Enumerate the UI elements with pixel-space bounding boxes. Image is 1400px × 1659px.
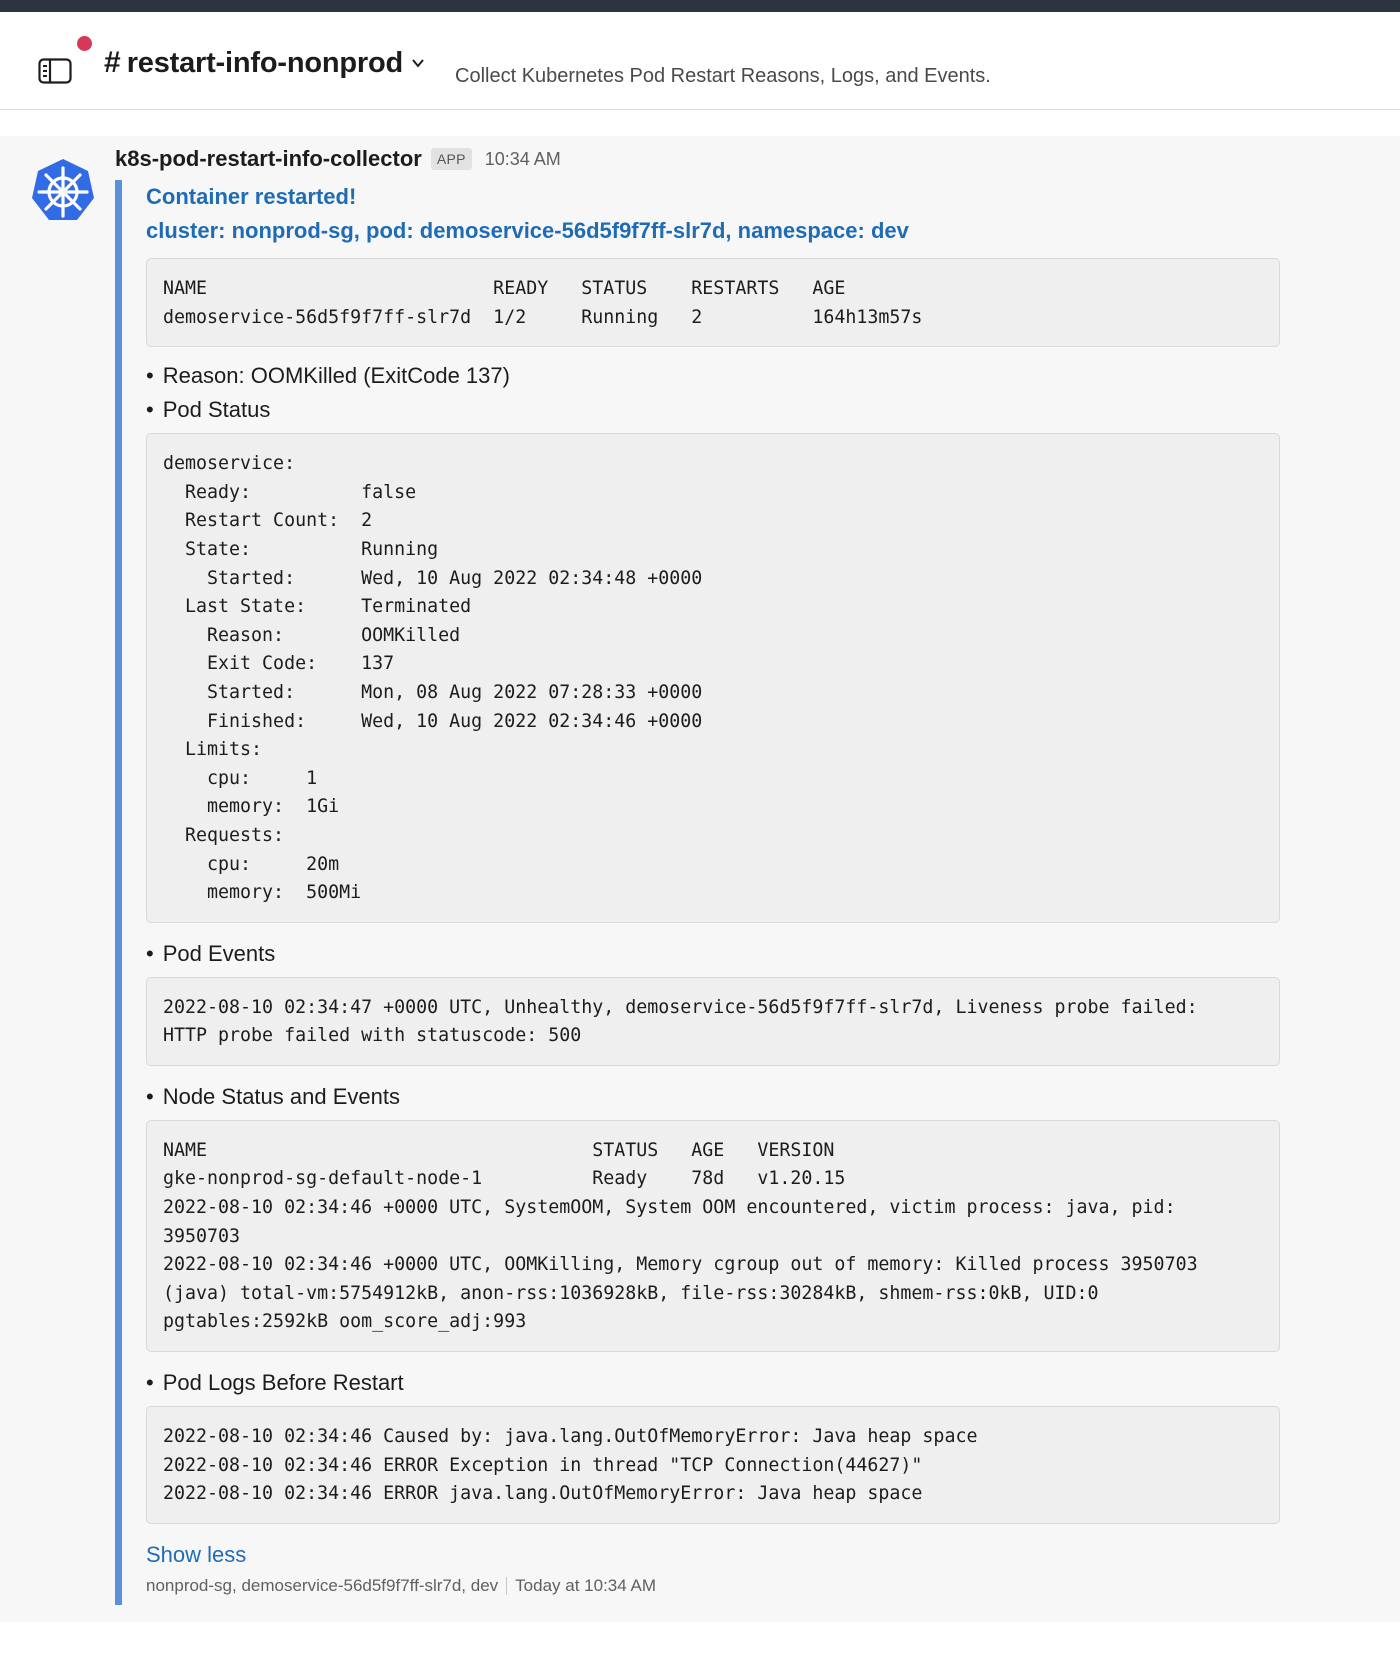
reason-bullet: • Reason: OOMKilled (ExitCode 137)	[146, 359, 1285, 393]
app-badge: APP	[431, 148, 472, 170]
pod-logs-code-block: 2022-08-10 02:34:46 Caused by: java.lang.OutOfMemoryError: Java heap space 2022-08-10 02:34:46 ERROR Exception in thread "TCP Connection(44627)" 2022-08-10 02:34:46 ERROR java.lang.OutOfMemoryError: Java heap space	[146, 1406, 1280, 1524]
sidebar-toggle-icon[interactable]	[38, 58, 72, 84]
footer-divider	[506, 1577, 507, 1595]
kubernetes-helm-icon[interactable]	[28, 156, 98, 226]
attachment-title[interactable]: Container restarted!	[146, 184, 357, 209]
message	[0, 136, 1400, 1622]
pod-logs-heading: • Pod Logs Before Restart	[146, 1366, 1285, 1400]
pod-events-heading: • Pod Events	[146, 937, 1285, 971]
sender-name[interactable]: k8s-pod-restart-info-collector	[115, 146, 422, 171]
message-header	[115, 146, 561, 172]
message-timestamp[interactable]: 10:34 AM	[484, 148, 561, 169]
pod-status-heading: • Pod Status	[146, 393, 1285, 427]
window-top-bar	[0, 0, 1400, 12]
node-status-code-block: NAME STATUS AGE VERSION gke-nonprod-sg-default-node-1 Ready 78d v1.20.15 2022-08-10 02:34:46 +0000 UTC, SystemOOM, System OOM encountered, victim process: java, pid: 3950703 2022-08-10 02:34:46 +0000 UTC, OOMKilling, Memory cgroup out of memory: Killed process 3950703 (java) total-vm:5754912kB, anon-rss:1036928kB, file-rss:30284kB, shmem-rss:0kB, UID:0 pgtables:2592kB oom_score_adj:993	[146, 1120, 1280, 1352]
pod-table-code-block: NAME READY STATUS RESTARTS AGE demoservice-56d5f9f7ff-slr7d 1/2 Running 2 164h13m57s	[146, 258, 1280, 347]
pod-status-code-block: demoservice: Ready: false Restart Count: 2 State: Running Started: Wed, 10 Aug 2022 02:34:48 +0000 Last State: Terminated Reason: OOMKilled Exit Code: 137 Started: Mon, 08 Aug 2022 07:28:33 +0000 Finished: Wed, 10 Aug 2022 02:34:46 +0000 Limits: cpu: 1 memory: 1Gi Requests: cpu: 20m memory: 500Mi	[146, 433, 1280, 923]
channel-name-button[interactable]	[104, 46, 425, 80]
attachment-footer	[146, 1576, 1285, 1596]
pod-events-code-block: 2022-08-10 02:34:47 +0000 UTC, Unhealthy, demoservice-56d5f9f7ff-slr7d, Liveness probe failed: HTTP probe failed with statuscode: 500	[146, 977, 1280, 1066]
node-status-heading: • Node Status and Events	[146, 1080, 1285, 1114]
channel-topic: Collect Kubernetes Pod Restart Reasons, Logs, and Events.	[455, 65, 991, 87]
attachment	[115, 180, 1285, 1605]
notification-dot	[77, 36, 92, 51]
footer-timestamp[interactable]: Today at 10:34 AM	[515, 1575, 656, 1595]
channel-header	[0, 12, 1400, 110]
show-less-link[interactable]: Show less	[146, 1541, 247, 1567]
chevron-down-icon	[411, 56, 425, 70]
footer-text: nonprod-sg, demoservice-56d5f9f7ff-slr7d, dev	[146, 1575, 499, 1595]
channel-name: restart-info-nonprod	[126, 46, 403, 79]
attachment-subtitle: cluster: nonprod-sg, pod: demoservice-56d5f9f7ff-slr7d, namespace: dev	[146, 218, 909, 243]
channel-hash-icon: #	[104, 46, 121, 79]
